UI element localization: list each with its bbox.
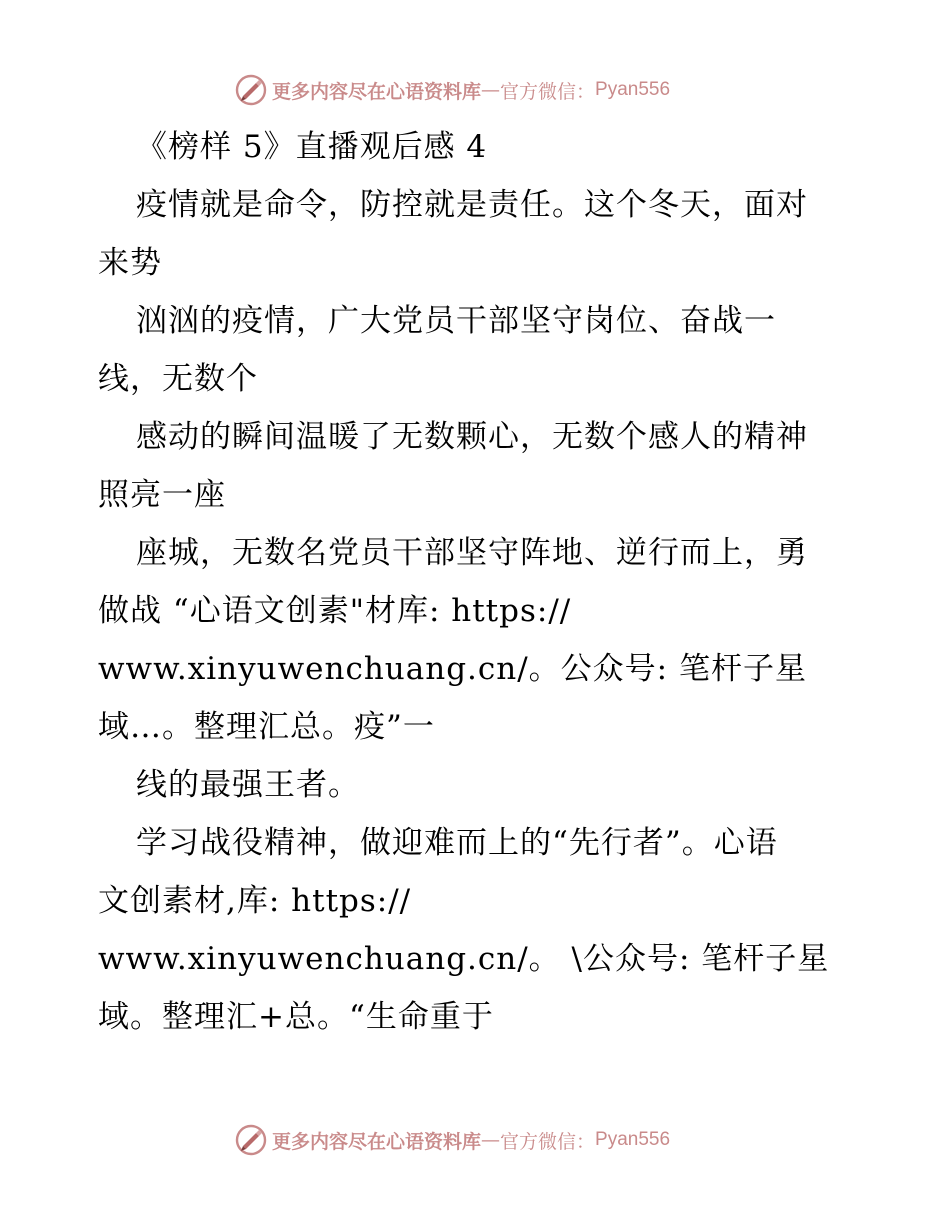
paragraph-line: www.xinyuwenchuang.cn/。 \公众号: 笔杆子星 [98, 941, 830, 977]
document-body [98, 118, 858, 1046]
paragraph-line: 文创素材,库: https:// [98, 883, 412, 919]
banner-wechat-id: Pyan556 [595, 79, 671, 100]
paragraph-line: 汹汹的疫情，广大党员干部坚守岗位、奋战一 [136, 303, 776, 339]
paragraph-line: 线，无数个 [98, 361, 258, 397]
banner-text: 更多内容尽在心语资料库 [272, 80, 482, 103]
paragraph-line: 学习战役精神，做迎难而上的“先行者”。心语 [136, 825, 778, 861]
banner-separator: — [481, 79, 501, 101]
paragraph-line: 座城，无数名党员干部坚守阵地、逆行而上，勇 [136, 535, 808, 571]
pen-logo-icon [234, 1123, 268, 1157]
banner-wechat-label: 官方微信： [500, 1130, 596, 1153]
paragraph-line: 照亮一座 [98, 477, 226, 513]
header-banner [234, 72, 714, 108]
paragraph-line: 域…。整理汇总。疫”一 [98, 709, 435, 745]
banner-text: 更多内容尽在心语资料库 [272, 1130, 482, 1153]
paragraph-line: 来势 [98, 245, 162, 281]
paragraph-line: 线的最强王者。 [136, 767, 360, 803]
paragraph-line: www.xinyuwenchuang.cn/。公众号: 笔杆子星 [98, 651, 807, 687]
document-title: 《榜样 5》直播观后感 4 [136, 129, 488, 165]
paragraph-line: 感动的瞬间温暖了无数颗心，无数个感人的精神 [136, 419, 808, 455]
banner-wechat-label: 官方微信： [500, 80, 596, 103]
paragraph-line: 做战 “心语文创素"材库: https:// [98, 593, 572, 629]
paragraph-line: 疫情就是命令，防控就是责任。这个冬天，面对 [136, 187, 808, 223]
banner-wechat-id: Pyan556 [595, 1129, 671, 1150]
pen-logo-icon [234, 73, 268, 107]
paragraph-line: 域。整理汇+总。“生命重于 [98, 999, 494, 1035]
footer-banner [234, 1122, 714, 1158]
banner-separator: — [481, 1129, 501, 1151]
